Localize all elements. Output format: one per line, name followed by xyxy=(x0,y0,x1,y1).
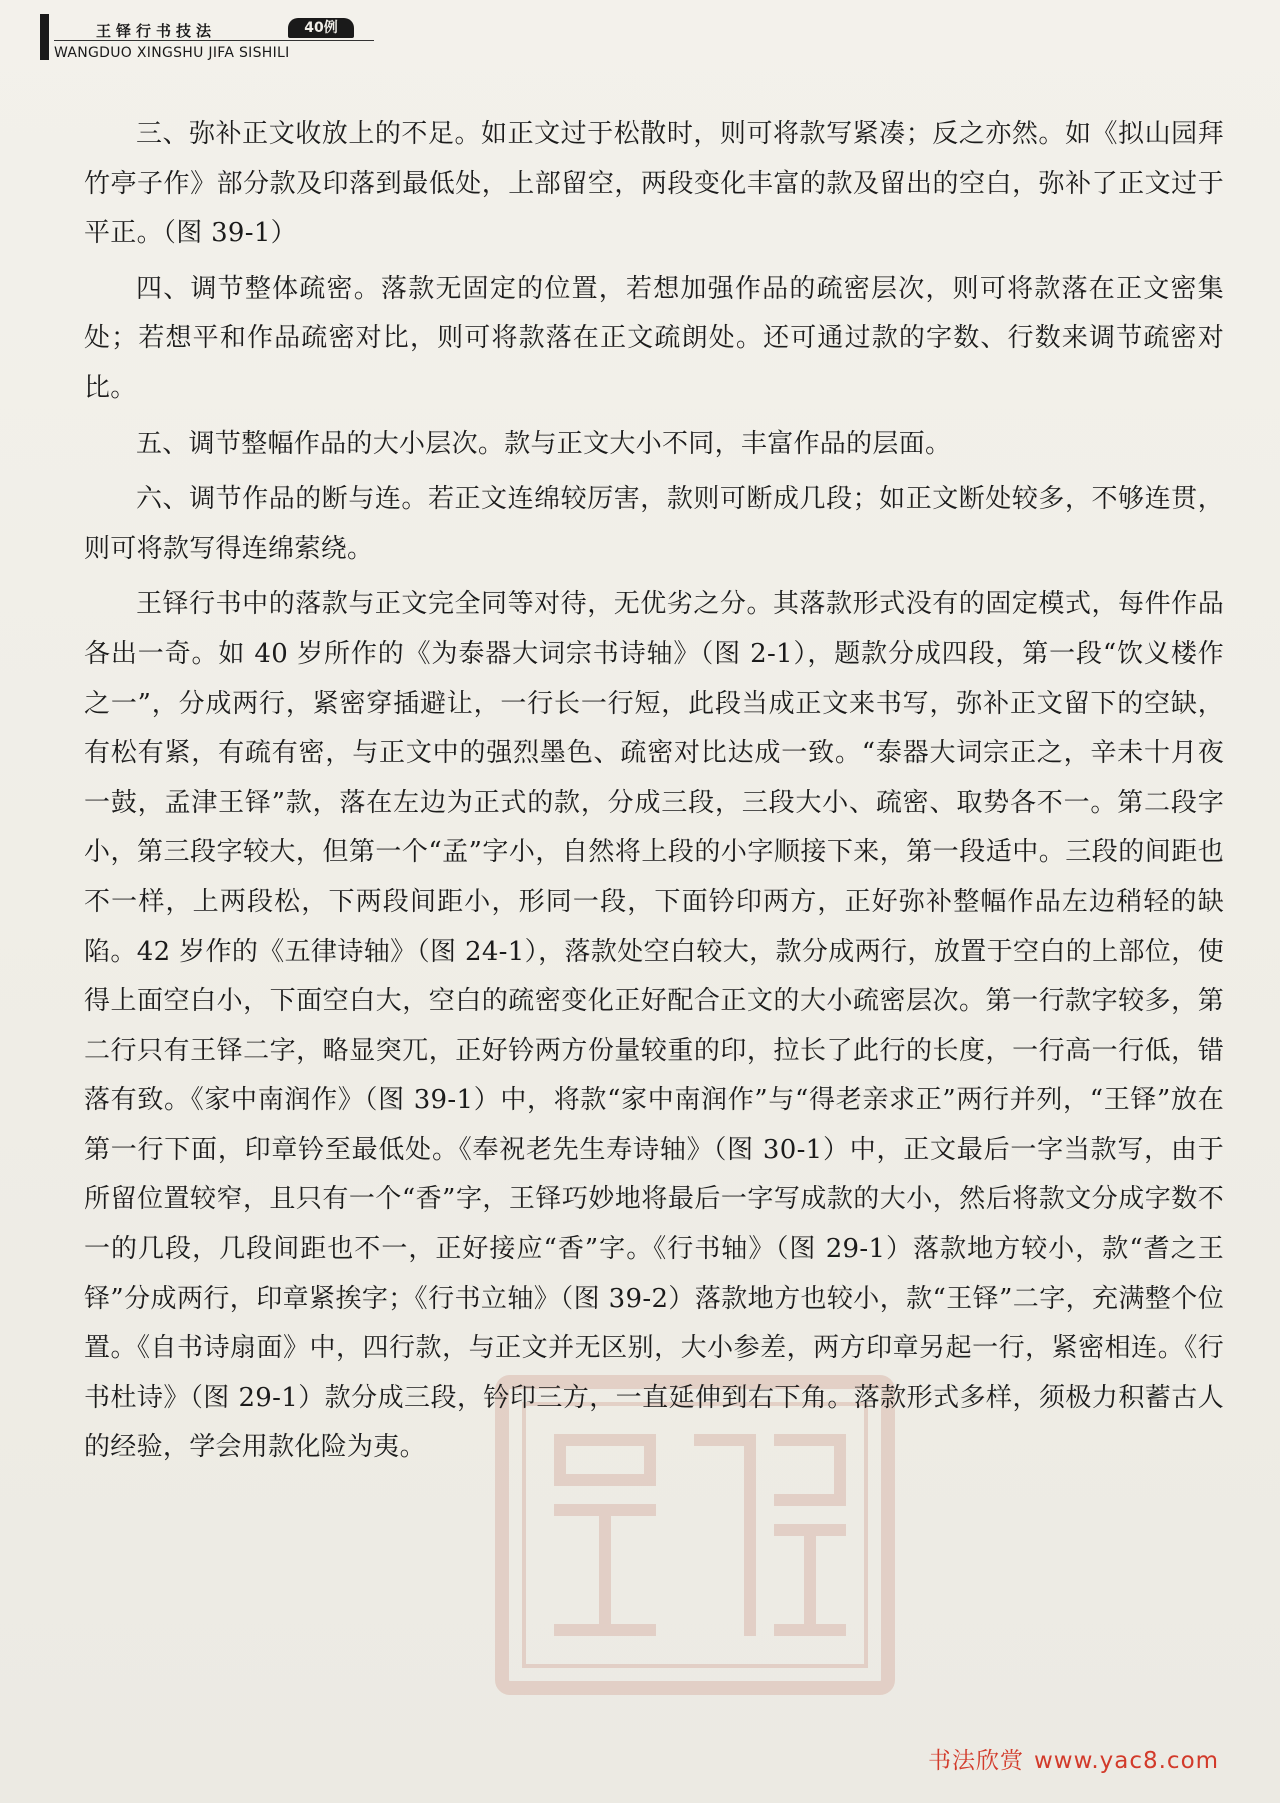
paragraph-4: 四、调节整体疏密。落款无固定的位置，若想加强作品的疏密层次，则可将款落在正文密集处；若想平和作品疏密对比，则可将款落在正文疏朗处。还可通过款的字数、行数来调节疏密对比。 xyxy=(84,273,1224,403)
paragraph-5: 五、调节整幅作品的大小层次。款与正文大小不同，丰富作品的层面。 xyxy=(136,428,952,459)
paragraph-main: 王铎行书中的落款与正文完全同等对待，无优劣之分。其落款形式没有的固定模式，每件作品各出一奇。如 40 岁所作的《为泰器大词宗书诗轴》（图 2-1），题款分成四段，第一段“饮义楼作之一”，分成两行，紧密穿插避让，一行长一行短，此段当成正文来书写，弥补正文留下的空缺，有松有紧，有疏有密，与正文中的强烈墨色、疏密对比达成一致。“泰器大词宗正之，辛未十月夜一鼓，孟津王铎”款，落在左边为正式的款，分成三段，三段大小、疏密、取势各不一。第二段字小，第三段字较大，但第一个“孟”字小，自然将上段的小字顺接下来，第一段适中。三段的间距也不一样，上两段松，下两段间距小，形同一段，下面钤印两方，正好弥补整幅作品左边稍轻的缺陷。42 岁作的《五律诗轴》（图 24-1），落款处空白较大，款分成两行，放置于空白的上部位，使得上面空白小，下面空白大，空白的疏密变化正好配合正文的大小疏密层次。第一行款字较多，第二行只有王铎二字，略显突兀，正好钤两方份量较重的印，拉长了此行的长度，一行高一行低，错落有致。《家中南润作》（图 39-1）中，将款“家中南润作”与“得老亲求正”两行并列，“王铎”放在第一行下面，印章钤至最低处。《奉祝老先生寿诗轴》（图 30-1）中，正文最后一字当款写，由于所留位置较窄，且只有一个“香”字，王铎巧妙地将最后一字写成款的大小，然后将款文分成字数不一的几段，几段间距也不一，正好接应“香”字。《行书轴》（图 29-1）落款地方较小，款“耆之王铎”分成两行，印章紧挨字；《行书立轴》（图 39-2）落款地方也较小，款“王铎”二字，充满整个位置。《自书诗扇面》中，四行款，与正文并无区别，大小参差，两方印章另起一行，紧密相连。《行书杜诗》（图 29-1）款分成三段，钤印三方，一直延伸到右下角。落款形式多样，须极力积蓄古人的经验，学会用款化险为夷。 xyxy=(84,589,1224,1463)
watermark-url: www.yac8.com xyxy=(1034,1748,1220,1774)
header-bar xyxy=(40,14,49,60)
paragraph-3: 三、弥补正文收放上的不足。如正文过于松散时，则可将款写紧凑；反之亦然。如《拟山园拜竹亭子作》部分款及印落到最低处，上部留空，两段变化丰富的款及留出的空白，弥补了正文过于平正。（图 39-1） xyxy=(84,119,1224,249)
article-body xyxy=(84,110,1224,1479)
paragraph-6: 六、调节作品的断与连。若正文连绵较厉害，款则可断成几段；如正文断处较多，不够连贯，则可将款写得连绵萦绕。 xyxy=(84,484,1224,564)
running-header xyxy=(40,14,380,60)
book-subtitle: WANGDUO XINGSHU JIFA SISHILI xyxy=(54,45,290,61)
watermark-site-name: 书法欣赏 xyxy=(928,1748,1024,1774)
header-rule xyxy=(54,40,374,41)
book-title-tab: 40例 xyxy=(288,18,354,38)
site-watermark xyxy=(928,1742,1219,1775)
book-title: 王铎行书技法 xyxy=(96,22,217,40)
